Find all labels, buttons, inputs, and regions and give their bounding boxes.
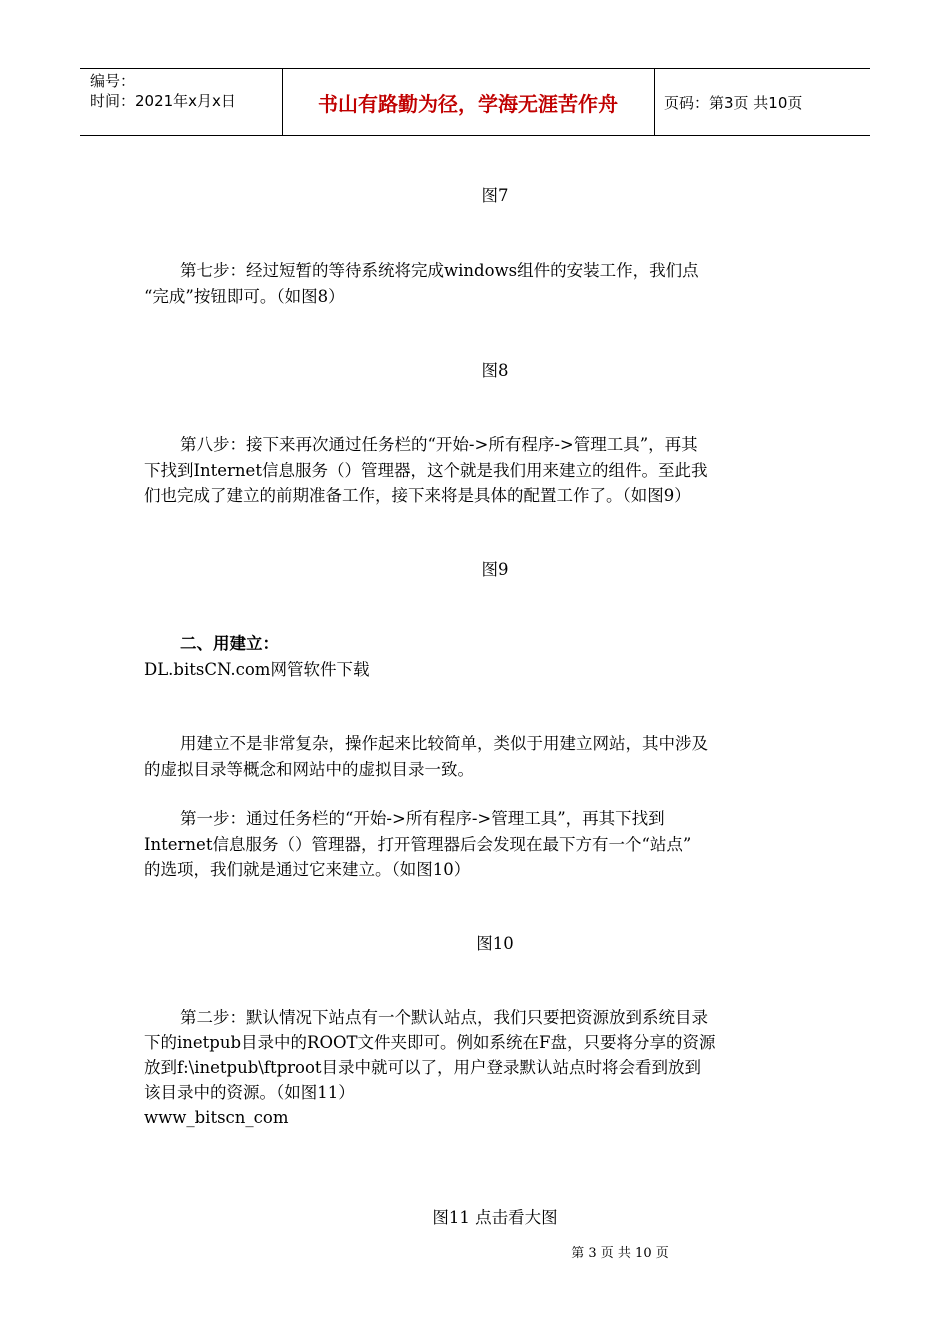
step8-line-3: 们也完成了建立的前期准备工作，接下来将是具体的配置工作了。（如图9）: [144, 486, 691, 505]
www-line: www_bitscn_com: [144, 1108, 289, 1127]
document-time-label: 时间：2021年x月x日: [90, 92, 236, 110]
step2-line-1: 第二步：默认情况下站点有一个默认站点，我们只要把资源放到系统目录: [180, 1008, 708, 1027]
page-footer: [0, 1245, 950, 1263]
step2-line-4: 该目录中的资源。（如图11）: [144, 1083, 355, 1102]
step2-line-3: 放到f:\inetpub\ftproot目录中就可以了，用户登录默认站点时将会看到放到: [144, 1058, 702, 1077]
step2-line-2: 下的inetpub目录中的ROOT文件夹即可。例如系统在F盘，只要将分享的资源: [144, 1033, 716, 1052]
figure-caption-8: 图8: [481, 361, 509, 380]
header-divider: [654, 69, 655, 135]
header-motto: 书山有路勤为径，学海无涯苦作舟: [318, 91, 618, 116]
figure-caption-10: 图10: [476, 934, 514, 953]
figure-caption-7: 图7: [481, 186, 509, 205]
step1-line-2: Internet信息服务（）管理器，打开管理器后会发现在最下方有一个“站点”: [144, 835, 692, 854]
figure-caption-9: 图9: [481, 560, 509, 579]
page-header: [80, 68, 870, 136]
step8-line-1: 第八步：接下来再次通过任务栏的“开始->所有程序->管理工具”，再其: [180, 435, 698, 454]
step7-line-2: “完成”按钮即可。（如图8）: [144, 287, 345, 306]
source-line: DL.bitsCN.com网管软件下载: [144, 660, 370, 679]
header-left-cell: [90, 71, 236, 111]
intro-line-2: 的虚拟目录等概念和网站中的虚拟目录一致。: [144, 760, 474, 779]
intro-line-1: 用建立不是非常复杂，操作起来比较简单，类似于用建立网站，其中涉及: [180, 734, 708, 753]
step1-line-1: 第一步：通过任务栏的“开始->所有程序->管理工具”，再其下找到: [180, 809, 665, 828]
header-page-info: 页码：第3页 共10页: [664, 93, 803, 112]
step1-line-3: 的选项，我们就是通过它来建立。（如图10）: [144, 860, 471, 879]
section-title: 二、用建立：: [180, 634, 279, 653]
page-footer-text: 第 3 页 共 10 页: [571, 1246, 669, 1261]
figure-caption-11: 图11 点击看大图: [432, 1208, 558, 1227]
step8-line-2: 下找到Internet信息服务（）管理器，这个就是我们用来建立的组件。至此我: [144, 461, 708, 480]
document-number-label: 编号：: [90, 72, 136, 90]
step7-line-1: 第七步：经过短暂的等待系统将完成windows组件的安装工作，我们点: [180, 261, 699, 280]
